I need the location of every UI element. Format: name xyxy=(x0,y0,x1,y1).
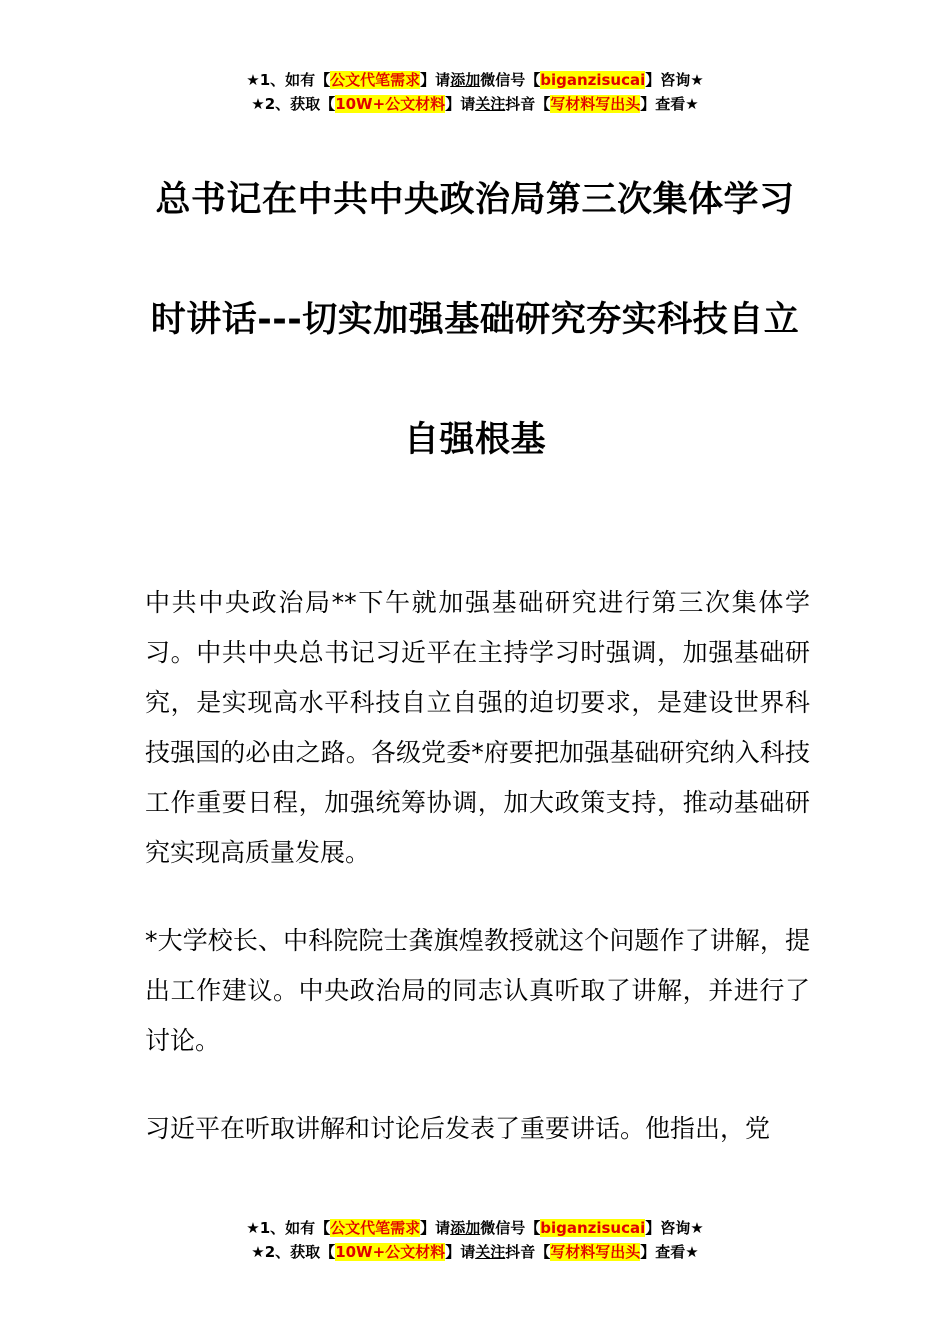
document-body xyxy=(145,578,810,1192)
banner-text: 抖音【 xyxy=(505,95,551,113)
banner-highlight: 写材料写出头 xyxy=(550,1243,641,1261)
banner-text: ★2、获取【 xyxy=(251,95,336,113)
banner-text: 抖音【 xyxy=(505,1243,551,1261)
banner-text: 微信号【 xyxy=(480,1219,541,1237)
banner-line-1 xyxy=(0,68,950,92)
paragraph-1: 中共中央政治局**下午就加强基础研究进行第三次集体学习。中共中央总书记习近平在主持学习时强调，加强基础研究，是实现高水平科技自立自强的迫切要求，是建设世界科技强国的必由之路。各级党委*府要把加强基础研究纳入科技工作重要日程，加强统筹协调，加大政策支持，推动基础研究实现高质量发展。 xyxy=(145,588,810,867)
banner-text: ★1、如有【 xyxy=(246,1219,331,1237)
banner-text: ★1、如有【 xyxy=(246,71,331,89)
title-line-2: 时讲话---切实加强基础研究夯实科技自立 xyxy=(150,300,800,340)
footer-banner xyxy=(0,1216,950,1264)
banner-highlight: 10W+公文材料 xyxy=(335,95,446,113)
banner-highlight: 写材料写出头 xyxy=(550,95,641,113)
banner-emphasis: 添加 xyxy=(450,71,481,89)
paragraph-3: 习近平在听取讲解和讨论后发表了重要讲话。他指出，党 xyxy=(145,1114,771,1143)
header-banner xyxy=(0,68,950,116)
banner-text: 】查看★ xyxy=(640,1243,699,1261)
paragraph-2: *大学校长、中科院院士龚旗煌教授就这个问题作了讲解，提出工作建议。中央政治局的同志认真听取了讲解，并进行了讨论。 xyxy=(145,926,810,1055)
banner-text: 】咨询★ xyxy=(645,71,704,89)
banner-emphasis: 关注 xyxy=(475,1243,506,1261)
banner-text: 】请 xyxy=(445,1243,476,1261)
banner-text: 】请 xyxy=(445,95,476,113)
banner-line-2 xyxy=(0,92,950,116)
banner-text: 】咨询★ xyxy=(645,1219,704,1237)
banner-text: 微信号【 xyxy=(480,71,541,89)
title-line-3: 自强根基 xyxy=(403,420,546,460)
banner-emphasis: 关注 xyxy=(475,95,506,113)
banner-text: 】请 xyxy=(420,1219,451,1237)
banner-highlight: 10W+公文材料 xyxy=(335,1243,446,1261)
banner-highlight: 公文代笔需求 xyxy=(330,71,421,89)
banner-highlight: biganzisucai xyxy=(540,71,646,89)
banner-text: 】请 xyxy=(420,71,451,89)
banner-line-2 xyxy=(0,1240,950,1264)
banner-line-1 xyxy=(0,1216,950,1240)
banner-highlight: 公文代笔需求 xyxy=(330,1219,421,1237)
banner-emphasis: 添加 xyxy=(450,1219,481,1237)
document-title xyxy=(100,140,850,500)
banner-highlight: biganzisucai xyxy=(540,1219,646,1237)
banner-text: ★2、获取【 xyxy=(251,1243,336,1261)
banner-text: 】查看★ xyxy=(640,95,699,113)
title-line-1: 总书记在中共中央政治局第三次集体学习 xyxy=(155,180,795,220)
